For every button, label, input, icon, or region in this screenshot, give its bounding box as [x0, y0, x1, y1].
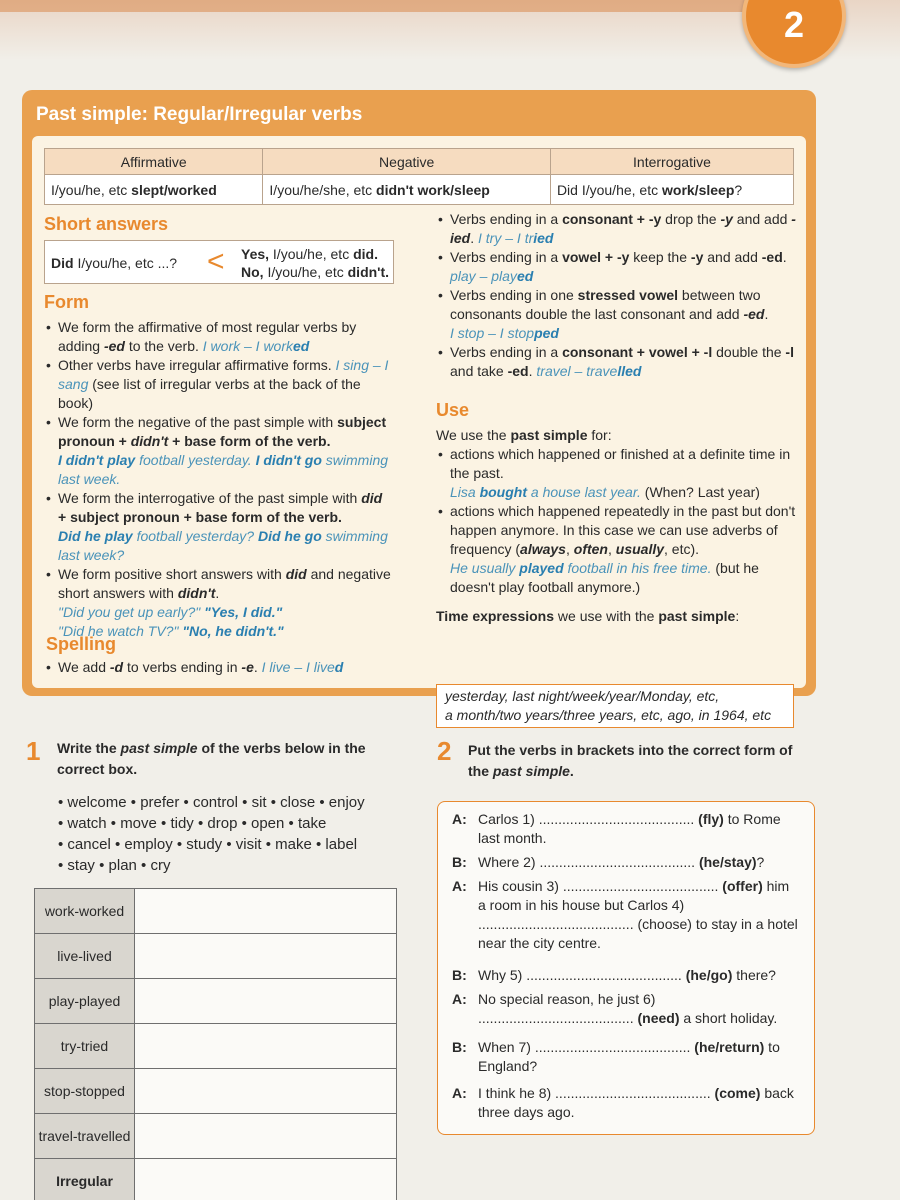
gap-8[interactable]: ........................................ [555, 1085, 711, 1101]
short-answer-question: Did I/you/he, etc ...? [51, 255, 178, 271]
unit-number: 2 [783, 4, 805, 45]
answer-box[interactable] [135, 1024, 397, 1069]
use-bullet-1: • actions which happened or finished at a definite time in the past. Lisa bought a house last year. (When? Last year) [436, 445, 798, 502]
gap-5[interactable]: ........................................ [526, 967, 682, 983]
table-row [35, 1114, 397, 1159]
dialogue-box [437, 801, 815, 1135]
box-label-work: work-worked [35, 889, 135, 934]
spelling-bullet-2: • Verbs ending in a consonant + -y drop the -y and add -ied. I try – I tried [436, 210, 798, 248]
box-label-stop: stop-stopped [35, 1069, 135, 1114]
table-row [35, 1024, 397, 1069]
use-heading: Use [436, 400, 470, 420]
table-row [35, 1159, 397, 1200]
header-negative: Negative [263, 149, 551, 175]
dialogue-line-5: A: No special reason, he just 6) ........................................ (need) a short holiday. [452, 991, 778, 1026]
gap-3[interactable]: ........................................ [562, 878, 719, 894]
time-expressions-box: yesterday, last night/week/year/Monday, etc, a month/two years/three years, etc, ago, in 1964, etc [436, 684, 794, 728]
grammar-inner [32, 136, 806, 723]
spelling-bullet-1: • We add -d to verbs ending in -e. I live – I lived [44, 658, 394, 677]
exercise-2-number: 2 [437, 736, 452, 766]
cell-affirmative: I/you/he, etc slept/worked [45, 175, 263, 205]
form-bullet-3: • We form the negative of the past simple with subject pronoun + didn't + base form of the verb. I didn't play football yesterday. I didn't go swimming last week. [44, 413, 394, 489]
form-list [44, 318, 394, 641]
cell-negative: I/you/he/she, etc didn't work/sleep [263, 175, 551, 205]
gap-2[interactable]: ........................................ [539, 854, 696, 870]
exercise-2-title: Put the verbs in brackets into the correct form of the past simple. [468, 742, 793, 779]
answer-box[interactable] [135, 979, 397, 1024]
box-label-travel: travel-travelled [35, 1114, 135, 1159]
header-affirmative: Affirmative [45, 149, 263, 175]
short-answer-replies: Yes, I/you/he, etc did. No, I/you/he, etc didn't. [241, 246, 390, 280]
table-row [35, 889, 397, 934]
exercise-1-number: 1 [26, 736, 41, 766]
form-heading: Form [44, 292, 89, 312]
answer-box[interactable] [135, 889, 397, 934]
exercise-1-title: Write the past simple of the verbs below in the correct box. [57, 740, 366, 777]
gap-6[interactable]: ........................................ [478, 1010, 634, 1026]
box-label-try: try-tried [35, 1024, 135, 1069]
spelling-bullet-3: • Verbs ending in a vowel + -y keep the -y and add -ed. play – played [436, 248, 798, 286]
use-section [436, 426, 798, 626]
header-interrogative: Interrogative [550, 149, 793, 175]
cell-interrogative: Did I/you/he, etc work/sleep? [550, 175, 793, 205]
box-label-irregular: Irregular [35, 1159, 135, 1200]
box-label-live: live-lived [35, 934, 135, 979]
spelling-heading: Spelling [46, 634, 117, 654]
dialogue-line-1: A: Carlos 1) ........................................ (fly) to Rome last month. [452, 811, 781, 846]
short-answers-box [44, 240, 394, 284]
answer-box[interactable] [135, 1114, 397, 1159]
dialogue-line-7: A: I think he 8) ........................................ (come) back three days ago. [452, 1085, 794, 1120]
form-bullet-5: • We form positive short answers with did and negative short answers with didn't. "Did you get up early?" "Yes, I did." "Did he watch TV?" "No, he didn't." [44, 565, 394, 641]
grammar-box [22, 90, 816, 723]
use-bullet-2: • actions which happened repeatedly in the past but don't happen anymore. In this case we can use adverbs of frequency (always, often, usually, etc). He usually played football in his free time. (but he doesn't play football anymore.) [436, 502, 798, 597]
grammar-title: Past simple: Regular/Irregular verbs [36, 104, 363, 125]
answer-box[interactable] [135, 1069, 397, 1114]
answer-boxes [34, 888, 397, 1200]
top-stripe [0, 0, 760, 12]
dialogue-line-6: B: When 7) ........................................ (he/return) to England? [452, 1039, 780, 1074]
table-row [35, 1069, 397, 1114]
spelling-bullet-5: • Verbs ending in a consonant + vowel + -l double the -l and take -ed. travel – travelled [436, 343, 798, 381]
use-intro: We use the past simple for: [436, 427, 612, 443]
dialogue-line-4: B: Why 5) ........................................ (he/go) there? [452, 967, 776, 983]
table-row [35, 934, 397, 979]
spelling-first [44, 658, 394, 677]
form-bullet-1: • We form the affirmative of most regular verbs by adding -ed to the verb. I work – I worked [44, 318, 394, 356]
box-label-play: play-played [35, 979, 135, 1024]
answer-box[interactable] [135, 934, 397, 979]
table-row [35, 979, 397, 1024]
gap-7[interactable]: ........................................ [534, 1039, 691, 1055]
verb-list: • welcome • prefer • control • sit • close • enjoy • watch • move • tidy • drop • open • take • cancel • employ • study • visit • make • label • stay • plan • cry [58, 794, 365, 874]
time-expressions-label: Time expressions we use with the past simple: [436, 608, 740, 624]
dialogue-line-3: A: His cousin 3) ........................................ (offer) him a room in his house but Carlos 4) ........................................ (choose) to stay in a hotel near the city centre. [452, 878, 798, 951]
chevron-left-icon: < [207, 245, 225, 278]
gap-1[interactable]: ........................................ [538, 811, 695, 827]
spelling-bullet-4: • Verbs ending in one stressed vowel between two consonants double the last consonant and add -ed. I stop – I stopped [436, 286, 798, 343]
short-answers-heading: Short answers [44, 214, 169, 234]
form-bullet-4: • We form the interrogative of the past simple with did + subject pronoun + base form of the verb. Did he play football yesterday? Did he go swimming last week? [44, 489, 394, 565]
spelling-continued [436, 210, 798, 381]
dialogue-line-2: B: Where 2) ........................................ (he/stay)? [452, 854, 765, 870]
answer-box[interactable] [135, 1159, 397, 1200]
forms-table [44, 148, 794, 205]
form-bullet-2: • Other verbs have irregular affirmative forms. I sing – I sang (see list of irregular verbs at the back of the book) [44, 356, 394, 413]
